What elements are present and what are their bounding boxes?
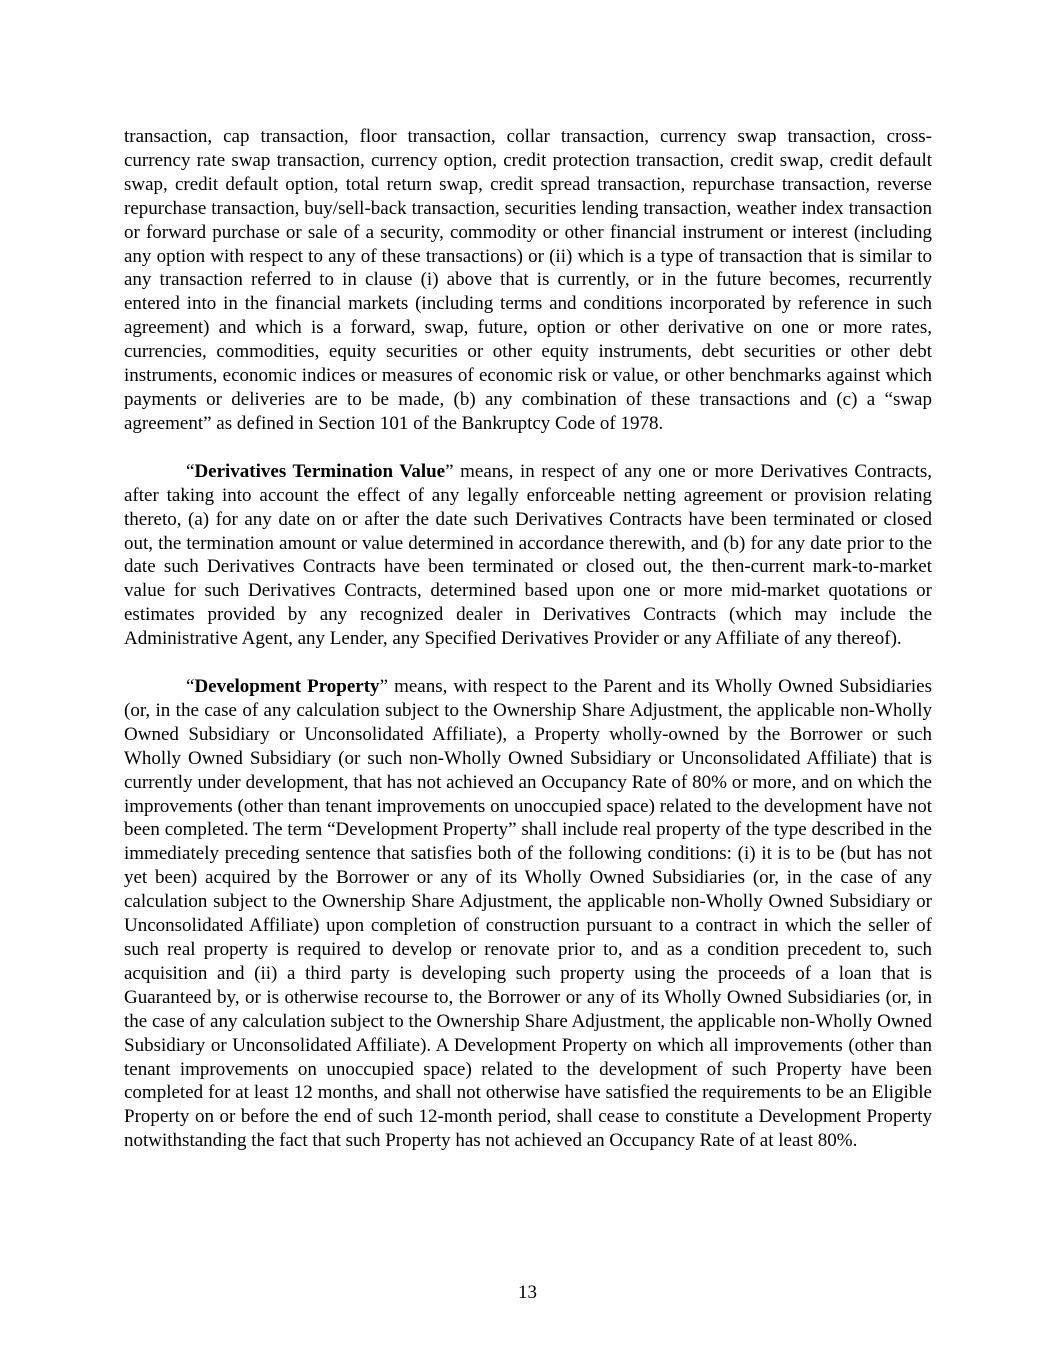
open-quote: “ [186, 460, 195, 482]
definition-derivatives-termination-value [124, 460, 932, 651]
open-quote: “ [186, 676, 195, 698]
defined-term: Derivatives Termination Value [194, 460, 446, 482]
page-number: 13 [518, 1282, 537, 1303]
document-page [124, 125, 932, 1177]
defined-term: Development Property [194, 676, 380, 698]
definition-body: ” means, in respect of any one or more Derivatives Contracts, after taking into account the effect of any legally enforceable netting agreement or provision relating thereto, (a) for any date on or after the date such Derivatives Contracts have been terminated or closed out, the termination amount or value determined in accordance therewith, and (b) for any date prior to the date such Derivatives Contracts have been terminated or closed out, the then-current mark-to-market value for such Derivatives Contracts, determined based upon one or more mid-market quotations or estimates provided by any recognized dealer in Derivatives Contracts (which may include the Administrative Agent, any Lender, any Specified Derivatives Provider or any Affiliate of any thereof). [124, 460, 932, 650]
definition-development-property [124, 675, 932, 1153]
definition-body: ” means, with respect to the Parent and its Wholly Owned Subsidiaries (or, in the case of any calculation subject to the Ownership Share Adjustment, the applicable non-Wholly Owned Subsidiary or Unconsolidated Affiliate), a Property wholly-owned by the Borrower or such Wholly Owned Subsidiary (or such non-Wholly Owned Subsidiary or Unconsolidated Affiliate) that is currently under development, that has not achieved an Occupancy Rate of 80% or more, and on which the improvements (other than tenant improvements on unoccupied space) related to the development have not been completed. The term “Development Property” shall include real property of the type described in the immediately preceding sentence that satisfies both of the following conditions: (i) it is to be (but has not yet been) acquired by the Borrower or any of its Wholly Owned Subsidiaries (or, in the case of any calculation subject to the Ownership Share Adjustment, the applicable non-Wholly Owned Subsidiary or Unconsolidated Affiliate) upon completion of construction pursuant to a contract in which the seller of such real property is required to develop or renovate prior to, and as a condition precedent to, such acquisition and (ii) a third party is developing such property using the proceeds of a loan that is Guaranteed by, or is otherwise recourse to, the Borrower or any of its Wholly Owned Subsidiaries (or, in the case of any calculation subject to the Ownership Share Adjustment, the applicable non-Wholly Owned Subsidiary or Unconsolidated Affiliate). A Development Property on which all improvements (other than tenant improvements on unoccupied space) related to the development of such Property have been completed for at least 12 months, and shall not otherwise have satisfied the requirements to be an Eligible Property on or before the end of such 12-month period, shall cease to constitute a Development Property notwithstanding the fact that such Property has not achieved an Occupancy Rate of at least 80%. [124, 676, 933, 1152]
continuation-paragraph: transaction, cap transaction, floor transaction, collar transaction, currency swap transaction, cross-currency rate swap transaction, currency option, credit protection transaction, credit swap, credit default swap, credit default option, total return swap, credit spread transaction, repurchase transaction, reverse repurchase transaction, buy/sell-back transaction, securities lending transaction, weather index transaction or forward purchase or sale of a security, commodity or other financial instrument or interest (including any option with respect to any of these transactions) or (ii) which is a type of transaction that is similar to any transaction referred to in clause (i) above that is currently, or in the future becomes, recurrently entered into in the financial markets (including terms and conditions incorporated by reference in such agreement) and which is a forward, swap, future, option or other derivative on one or more rates, currencies, commodities, equity securities or other equity instruments, debt securities or other debt instruments, economic indices or measures of economic risk or value, or other benchmarks against which payments or deliveries are to be made, (b) any combination of these transactions and (c) a “swap agreement” as defined in Section 101 of the Bankruptcy Code of 1978. [124, 126, 932, 434]
